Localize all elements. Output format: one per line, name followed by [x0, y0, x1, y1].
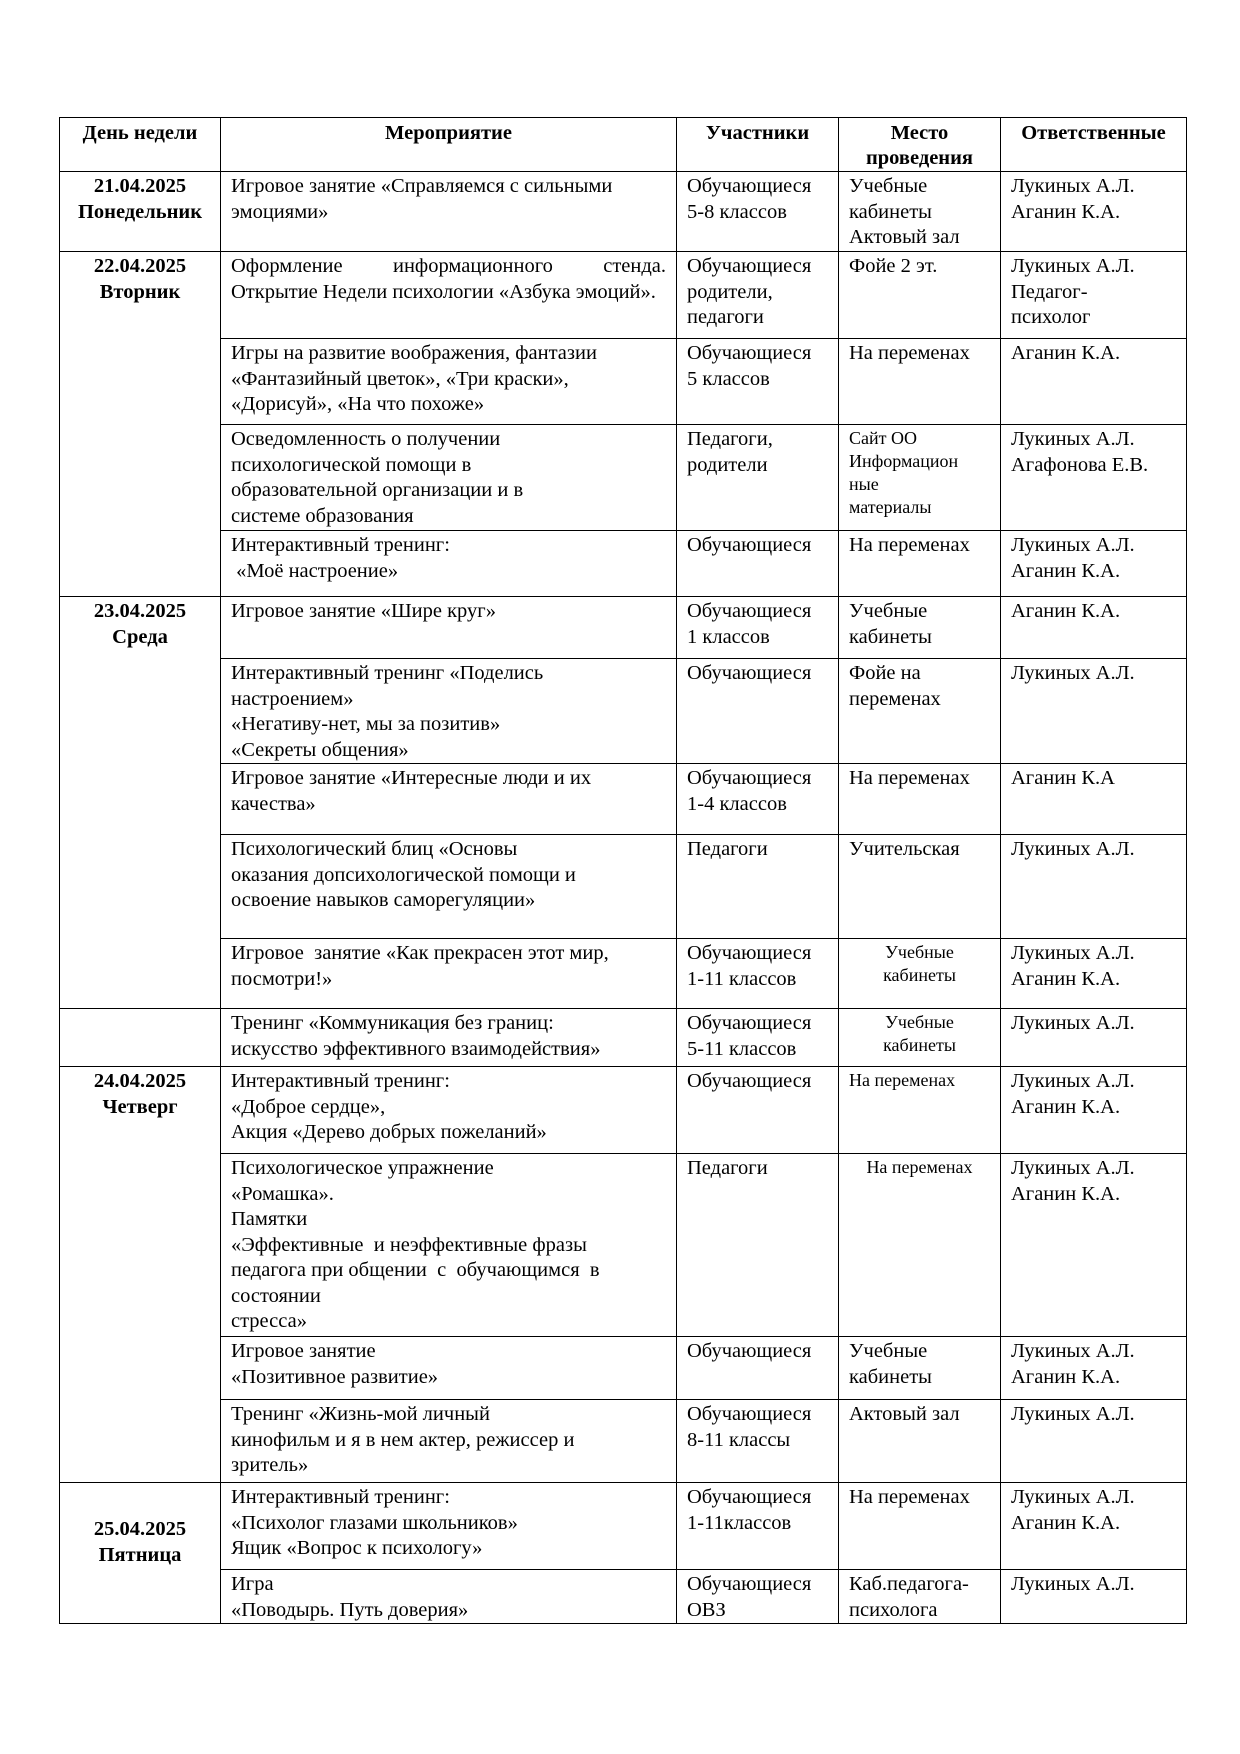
place-line: Сайт ОО [849, 428, 917, 448]
participant-line: Обучающиеся [687, 1070, 812, 1092]
responsible-line: Лукиных А.Л. [1011, 1340, 1135, 1362]
event-cell [221, 939, 677, 1009]
event-line: «Позитивное развитие» [231, 1365, 439, 1388]
responsible-line: Агафонова Е.В. [1011, 453, 1149, 476]
place-line: Учебные [885, 1012, 954, 1032]
day-date: 23.04.2025 [93, 600, 187, 622]
event-cell [221, 172, 677, 252]
place-line: переменах [849, 687, 941, 710]
responsible-cell [1001, 1009, 1187, 1067]
place-cell [839, 1400, 1001, 1483]
responsible-cell [1001, 531, 1187, 597]
day-weekday: Понедельник [77, 200, 203, 223]
responsible-line: Аганин К.А. [1011, 1511, 1121, 1534]
header-place: Место проведения [839, 118, 1001, 172]
participants-cell [677, 1009, 839, 1067]
participants-cell [677, 1483, 839, 1570]
event-cell [221, 1483, 677, 1570]
place-line: Учебные [849, 175, 928, 197]
place-cell [839, 835, 1001, 939]
event-line: Интерактивный тренинг: [231, 534, 450, 556]
participant-line: ОВЗ [687, 1598, 726, 1621]
event-line: Памятки [231, 1208, 308, 1230]
place-line: На переменах [849, 1070, 956, 1090]
responsible-line: Лукиных А.Л. [1011, 1403, 1135, 1425]
responsible-cell [1001, 1337, 1187, 1400]
day-weekday: Пятница [98, 1543, 182, 1566]
participant-line: Педагоги [687, 838, 768, 860]
responsible-cell [1001, 835, 1187, 939]
responsible-line: Аганин К.А. [1011, 1182, 1121, 1205]
table-row [60, 764, 1187, 835]
place-line: Актовый зал [849, 226, 960, 248]
event-line: Интерактивный тренинг: [231, 1070, 450, 1092]
event-line: Игровое занятие [231, 1340, 376, 1362]
participant-line: 1-4 классов [687, 792, 787, 815]
place-line: Учительская [849, 838, 960, 860]
event-line: кинофильм и я в нем актер, режиссер и [231, 1428, 575, 1451]
header-event: Мероприятие [221, 118, 677, 172]
responsible-line: Педагог- [1011, 280, 1088, 303]
place-cell [839, 597, 1001, 659]
responsible-cell [1001, 939, 1187, 1009]
place-cell [839, 339, 1001, 425]
table-row [60, 172, 1187, 252]
day-cell [60, 172, 221, 252]
participants-cell [677, 339, 839, 425]
event-line: Ящик «Вопрос к психологу» [231, 1537, 483, 1559]
place-cell [839, 939, 1001, 1009]
event-line: Интерактивный тренинг «Поделись [231, 662, 544, 684]
responsible-line: Лукиных А.Л. [1011, 1012, 1135, 1034]
event-line: настроением» [231, 687, 354, 710]
event-line: «Доброе сердце», [231, 1095, 386, 1118]
header-row [60, 118, 1187, 172]
participant-line: Обучающиеся [687, 1486, 812, 1508]
event-line: Психологическое упражнение [231, 1157, 494, 1179]
participant-line: Обучающиеся [687, 255, 812, 277]
place-line: Фойе на [849, 662, 921, 684]
table-row [60, 339, 1187, 425]
responsible-line: Аганин К.А. [1011, 967, 1121, 990]
responsible-line: Лукиных А.Л. [1011, 838, 1135, 860]
participant-line: Обучающиеся [687, 1340, 812, 1362]
event-cell [221, 659, 677, 764]
event-line: качества» [231, 792, 316, 815]
place-line: кабинеты [883, 965, 956, 985]
responsible-cell [1001, 1483, 1187, 1570]
place-cell [839, 1337, 1001, 1400]
event-cell [221, 1570, 677, 1624]
place-cell [839, 425, 1001, 531]
responsible-cell [1001, 425, 1187, 531]
event-line: «Эффективные и неэффективные фразы [231, 1233, 587, 1256]
event-line: психологической помощи в [231, 453, 472, 476]
participants-cell [677, 1154, 839, 1337]
participant-line: Обучающиеся [687, 662, 812, 684]
participants-cell [677, 1400, 839, 1483]
participants-cell [677, 425, 839, 531]
event-line: образовательной организации и в [231, 479, 524, 501]
table-row [60, 597, 1187, 659]
schedule-table [59, 117, 1187, 1624]
event-cell [221, 835, 677, 939]
table-row [60, 659, 1187, 764]
participants-cell [677, 1570, 839, 1624]
event-cell [221, 1400, 677, 1483]
responsible-line: Лукиных А.Л. [1011, 1157, 1135, 1179]
day-cell [60, 252, 221, 597]
participants-cell [677, 597, 839, 659]
responsible-cell [1001, 172, 1187, 252]
event-line: «Поводырь. Путь доверия» [231, 1598, 469, 1621]
participant-line: Обучающиеся [687, 1403, 812, 1425]
place-cell [839, 252, 1001, 339]
event-line: педагога при общении с обучающимся в [231, 1259, 600, 1281]
participant-line: 5-11 классов [687, 1037, 797, 1060]
place-cell [839, 531, 1001, 597]
day-cell [60, 1483, 221, 1624]
participant-line: Обучающиеся [687, 175, 812, 197]
table-row [60, 1154, 1187, 1337]
participant-line: 5 классов [687, 367, 770, 390]
place-line: Актовый зал [849, 1403, 960, 1425]
participant-line: Обучающиеся [687, 1573, 812, 1595]
participants-cell [677, 1337, 839, 1400]
responsible-line: Аганин К.А. [1011, 1365, 1121, 1388]
responsible-line: Аганин К.А. [1011, 342, 1121, 364]
participants-cell [677, 252, 839, 339]
event-cell [221, 1337, 677, 1400]
place-line: На переменах [849, 767, 970, 789]
day-weekday: Четверг [102, 1095, 178, 1118]
responsible-cell [1001, 1570, 1187, 1624]
table-row [60, 252, 1187, 339]
table-row [60, 1400, 1187, 1483]
participant-line: Обучающиеся [687, 342, 812, 364]
place-line: На переменах [866, 1157, 973, 1177]
place-line: На переменах [849, 534, 970, 556]
table-row [60, 939, 1187, 1009]
event-line: Интерактивный тренинг: [231, 1486, 450, 1508]
table-row [60, 1570, 1187, 1624]
table-row [60, 1337, 1187, 1400]
place-cell [839, 659, 1001, 764]
event-line: Игровое занятие «Шире круг» [231, 600, 496, 622]
table-row [60, 1067, 1187, 1154]
responsible-cell [1001, 764, 1187, 835]
participant-line: Обучающиеся [687, 942, 812, 964]
event-cell [221, 597, 677, 659]
table-row [60, 425, 1187, 531]
day-weekday: Вторник [99, 280, 181, 303]
event-line: «Ромашка». [231, 1182, 334, 1205]
responsible-line: Аганин К.А [1011, 767, 1115, 789]
event-line: зритель» [231, 1454, 309, 1476]
event-line: Осведомленность о получении [231, 428, 501, 450]
event-cell [221, 1154, 677, 1337]
participant-line: 8-11 классы [687, 1428, 791, 1451]
place-line: Учебные [849, 1340, 928, 1362]
place-line: На переменах [849, 1486, 970, 1508]
participants-cell [677, 835, 839, 939]
event-line: Акция «Дерево добрых пожеланий» [231, 1121, 547, 1143]
event-line: эмоциями» [231, 200, 329, 223]
place-cell [839, 764, 1001, 835]
event-line: оказания допсихологической помощи и [231, 863, 576, 886]
responsible-cell [1001, 1154, 1187, 1337]
responsible-line: Лукиных А.Л. [1011, 662, 1135, 684]
event-cell [221, 339, 677, 425]
event-line: Игровое занятие «Справляемся с сильными [231, 175, 613, 197]
participant-line: 1 классов [687, 625, 770, 648]
responsible-cell [1001, 659, 1187, 764]
responsible-line: Лукиных А.Л. [1011, 255, 1135, 277]
responsible-line: Лукиных А.Л. [1011, 942, 1135, 964]
participant-line: педагоги [687, 306, 764, 328]
participant-line: Педагоги [687, 1157, 768, 1179]
event-line: «Психолог глазами школьников» [231, 1511, 518, 1534]
participants-cell [677, 1067, 839, 1154]
event-cell [221, 1009, 677, 1067]
responsible-line: Аганин К.А. [1011, 200, 1121, 223]
participants-cell [677, 939, 839, 1009]
event-line: «Фантазийный цветок», «Три краски», [231, 367, 569, 390]
event-line: Игры на развитие воображения, фантазии [231, 342, 597, 364]
place-line: кабинеты [849, 200, 932, 223]
table-row [60, 1009, 1187, 1067]
event-line: Психологический блиц «Основы [231, 838, 518, 860]
place-cell [839, 1067, 1001, 1154]
event-line: «Дорисуй», «На что похоже» [231, 393, 485, 415]
place-line: психолога [849, 1598, 938, 1621]
event-line: состоянии [231, 1284, 321, 1307]
responsible-line: Аганин К.А. [1011, 600, 1121, 622]
place-cell [839, 172, 1001, 252]
event-cell [221, 531, 677, 597]
event-line: Тренинг «Коммуникация без границ: [231, 1012, 554, 1034]
place-line: Информацион [849, 451, 959, 471]
participant-line: Обучающиеся [687, 1012, 812, 1034]
participant-line: 5-8 классов [687, 200, 787, 223]
event-line: системе образования [231, 504, 414, 527]
responsible-cell [1001, 339, 1187, 425]
place-cell [839, 1483, 1001, 1570]
place-cell [839, 1009, 1001, 1067]
participant-line: родители [687, 453, 768, 476]
schedule-page [59, 117, 1186, 1624]
day-cell-empty [60, 1009, 221, 1067]
event-line: Оформление информационного стенда. Открытие Недели психологии «Азбука эмоций». [231, 255, 672, 303]
place-line: ные [849, 474, 879, 494]
event-line: Тренинг «Жизнь-мой личный [231, 1403, 490, 1425]
participant-line: Обучающиеся [687, 534, 812, 556]
table-row [60, 531, 1187, 597]
event-line: Игровое занятие «Интересные люди и их [231, 767, 592, 789]
responsible-line: Лукиных А.Л. [1011, 175, 1135, 197]
day-cell [60, 1067, 221, 1483]
participant-line: Обучающиеся [687, 767, 812, 789]
participants-cell [677, 764, 839, 835]
place-cell [839, 1154, 1001, 1337]
participants-cell [677, 659, 839, 764]
table-row [60, 835, 1187, 939]
event-line: освоение навыков саморегуляции» [231, 889, 536, 911]
responsible-line: психолог [1011, 306, 1091, 328]
participant-line: родители, [687, 280, 773, 303]
responsible-line: Лукиных А.Л. [1011, 534, 1135, 556]
event-line: «Негативу-нет, мы за позитив» [231, 713, 501, 735]
event-line: Игровое занятие «Как прекрасен этот мир, [231, 942, 609, 964]
header-responsible: Ответственные [1001, 118, 1187, 172]
day-cell [60, 597, 221, 1009]
place-line: кабинеты [883, 1035, 956, 1055]
participant-line: 1-11 классов [687, 967, 797, 990]
day-date: 22.04.2025 [93, 255, 187, 277]
event-line: «Моё настроение» [231, 559, 399, 582]
place-line: Каб.педагога- [849, 1573, 969, 1595]
participant-line: Педагоги, [687, 428, 773, 450]
table-row [60, 1483, 1187, 1570]
event-line: Игра [231, 1573, 274, 1595]
participants-cell [677, 172, 839, 252]
participant-line: Обучающиеся [687, 600, 812, 622]
responsible-cell [1001, 597, 1187, 659]
responsible-cell [1001, 1067, 1187, 1154]
place-line: кабинеты [849, 1365, 932, 1388]
place-line: материалы [849, 497, 932, 517]
responsible-line: Лукиных А.Л. [1011, 1486, 1135, 1508]
responsible-line: Лукиных А.Л. [1011, 1573, 1135, 1595]
responsible-line: Аганин К.А. [1011, 1095, 1121, 1118]
event-cell [221, 764, 677, 835]
responsible-line: Лукиных А.Л. [1011, 428, 1135, 450]
event-line: искусство эффективного взаимодействия» [231, 1037, 601, 1060]
day-weekday: Среда [112, 625, 168, 648]
event-line: «Секреты общения» [231, 738, 409, 761]
participants-cell [677, 531, 839, 597]
responsible-cell [1001, 252, 1187, 339]
place-line: Учебные [849, 600, 928, 622]
place-line: Фойе 2 эт. [849, 255, 938, 277]
event-cell [221, 1067, 677, 1154]
responsible-cell [1001, 1400, 1187, 1483]
day-date: 24.04.2025 [93, 1070, 187, 1092]
place-line: кабинеты [849, 625, 932, 648]
header-participants: Участники [677, 118, 839, 172]
event-line: посмотри!» [231, 967, 333, 990]
event-line: стресса» [231, 1310, 307, 1332]
responsible-line: Аганин К.А. [1011, 559, 1121, 582]
day-date: 25.04.2025 [93, 1518, 187, 1540]
participant-line: 1-11классов [687, 1511, 792, 1534]
event-cell [221, 252, 677, 339]
day-date: 21.04.2025 [93, 175, 187, 197]
place-line: На переменах [849, 342, 970, 364]
event-cell [221, 425, 677, 531]
header-day: День недели [60, 118, 221, 172]
place-line: Учебные [885, 942, 954, 962]
responsible-line: Лукиных А.Л. [1011, 1070, 1135, 1092]
place-cell [839, 1570, 1001, 1624]
